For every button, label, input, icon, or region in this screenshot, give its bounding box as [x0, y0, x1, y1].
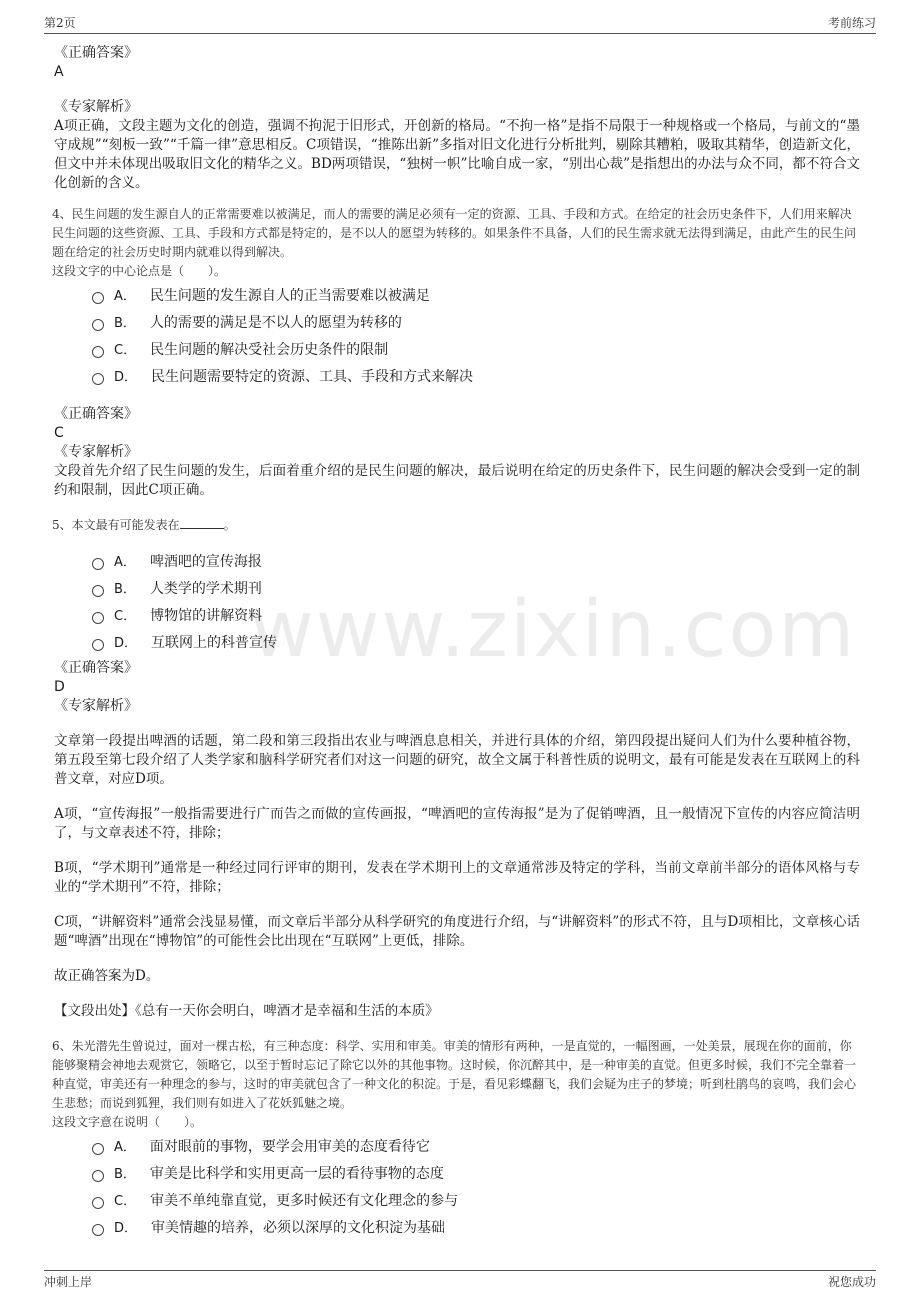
analysis-paragraph: A项，“宣传海报”一般指需要进行广而告之而做的宣传画报，“啤酒吧的宣传海报”是为了促销啤酒，且一般情况下宣传的内容应简洁明了，与文章表述不符，排除； [54, 806, 860, 841]
question-prompt: 这段文字的中心论点是（ ）。 [52, 264, 227, 278]
fill-blank [180, 516, 224, 529]
page-footer [44, 1270, 876, 1290]
analysis-text: 文段首先介绍了民生问题的发生，后面着重介绍的是民生问题的解决，最后说明在给定的历史条件下，民生问题的解决会受到一定的制约和限制，因此C项正确。 [54, 463, 860, 498]
option-c[interactable]: C． 民生问题的解决受社会历史条件的限制 [92, 335, 860, 362]
footer-right-text: 祝您成功 [827, 1275, 876, 1289]
correct-answer: C [54, 425, 64, 441]
correct-answer: A [54, 64, 64, 80]
options-list [92, 1132, 860, 1240]
option-c[interactable]: C． 审美不单纯靠直觉，更多时候还有文化理念的参与 [92, 1186, 860, 1213]
analysis-conclusion: 故正确答案为D。 [54, 968, 160, 984]
source-citation: 【文段出处】《总有一天你会明白，啤酒才是幸福和生活的本质》 [54, 1003, 439, 1019]
question-text: 4、民生问题的发生源自人的正常需要难以被满足，而人的需要的满足必须有一定的资源、工具、手段和方式。在给定的社会历史条件下，人们用来解决民生问题的这些资源、工具、手段和方式都是特定的，是不以人的愿望为转移的。如果条件不具备，人们的民生需求就无法得到满足，由此产生的民生问题在给定的社会历史时期内就难以得到解决。 [52, 207, 857, 259]
option-b[interactable]: B． 人的需要的满足是不以人的愿望为转移的 [92, 308, 860, 335]
option-d[interactable]: D． 审美情趣的培养，必须以深厚的文化积淀为基础 [92, 1213, 860, 1240]
option-d[interactable]: D． 民生问题需要特定的资源、工具、手段和方式来解决 [92, 362, 860, 389]
radio-button[interactable] [92, 585, 104, 597]
watermark: www.zixin.com [250, 585, 857, 675]
radio-button[interactable] [92, 1224, 104, 1236]
radio-button[interactable] [92, 558, 104, 570]
analysis-paragraph: 文章第一段提出啤酒的话题，第二段和第三段指出农业与啤酒息息相关，并进行具体的介绍，第四段提出疑问人们为什么要种植谷物，第五段至第七段介绍了人类学家和脑科学研究者们对这一问题的研究，故全文属于科普性质的说明文，最有可能是发表在互联网上的科普文章，对应D项。 [54, 733, 860, 787]
correct-answer-label: 《正确答案》 [54, 406, 138, 422]
page-number: 第2页 [44, 16, 76, 30]
analysis-paragraph: B项，“学术期刊”通常是一种经过同行评审的期刊，发表在学术期刊上的文章通常涉及特定的学科，当前文章前半部分的语体风格与专业的“学术期刊”不符，排除； [54, 860, 860, 895]
expert-analysis-label: 《专家解析》 [54, 444, 138, 460]
radio-button[interactable] [92, 319, 104, 331]
radio-button[interactable] [92, 373, 104, 385]
radio-button[interactable] [92, 612, 104, 624]
page-header [44, 14, 876, 34]
analysis-text: A项正确，文段主题为文化的创造，强调不拘泥于旧形式，开创新的格局。“不拘一格”是指不局限于一种规格或一个格局，与前文的“墨守成规”“刻板一致”“千篇一律”意思相反。C项错误，“推陈出新”多指对旧文化进行分析批判，剔除其糟粕，吸取其精华，创造新文化，但文中并未体现出吸取旧文化的精华之义。BD两项错误，“独树一帜”比喻自成一家，“别出心裁”是指想出的办法与众不同，都不符合文化创新的含义。 [54, 118, 860, 191]
analysis-paragraph: C项，“讲解资料”通常会浅显易懂，而文章后半部分从科学研究的角度进行介绍，与“讲解资料”的形式不符，且与D项相比，文章核心话题“啤酒”出现在“博物馆”的可能性会比出现在“互联网”上更低，排除。 [54, 914, 860, 949]
expert-analysis-label: 《专家解析》 [54, 698, 138, 714]
option-b[interactable]: B． 人类学的学术期刊 [92, 574, 860, 601]
option-d[interactable]: D． 互联网上的科普宣传 [92, 628, 860, 655]
option-a[interactable]: A． 啤酒吧的宣传海报 [92, 547, 860, 574]
correct-answer-label: 《正确答案》 [54, 660, 138, 676]
question-text: 5、本文最有可能发表在 。 [52, 518, 236, 532]
option-a[interactable]: A． 民生问题的发生源自人的正当需要难以被满足 [92, 281, 860, 308]
radio-button[interactable] [92, 292, 104, 304]
header-title: 考前练习 [827, 16, 876, 30]
radio-button[interactable] [92, 346, 104, 358]
option-a[interactable]: A． 面对眼前的事物，要学会用审美的态度看待它 [92, 1132, 860, 1159]
footer-left-text: 冲刺上岸 [44, 1275, 93, 1289]
question-prompt: 这段文字意在说明（ ）。 [52, 1115, 203, 1129]
expert-analysis-label: 《专家解析》 [54, 99, 138, 115]
correct-answer: D [54, 679, 65, 695]
correct-answer-label: 《正确答案》 [54, 45, 138, 61]
options-list [92, 547, 860, 655]
question-text: 6、朱光潜先生曾说过，面对一棵古松，有三种态度：科学、实用和审美。审美的情形有两种，一是直觉的，一幅图画，一处美景，展现在你的面前，你能够聚精会神地去观赏它，领略它，以至于暂时忘记了除它以外的其他事物。这时候，你沉醉其中，是一种审美的直觉。但更多时候，我们不完全靠着一种直觉，审美还有一种理念的参与，这时的审美就包含了一种文化的积淀。于是，看见彩蝶翻飞，我们会疑为庄子的梦境；听到杜鹃鸟的哀鸣，我们会心生悲愁；而说到狐狸，我们则有如进入了花妖狐魅之境。 [52, 1039, 857, 1110]
radio-button[interactable] [92, 1143, 104, 1155]
option-b[interactable]: B． 审美是比科学和实用更高一层的看待事物的态度 [92, 1159, 860, 1186]
radio-button[interactable] [92, 1197, 104, 1209]
radio-button[interactable] [92, 1170, 104, 1182]
option-c[interactable]: C． 博物馆的讲解资料 [92, 601, 860, 628]
document-body [54, 44, 860, 1240]
radio-button[interactable] [92, 639, 104, 651]
options-list [92, 281, 860, 389]
